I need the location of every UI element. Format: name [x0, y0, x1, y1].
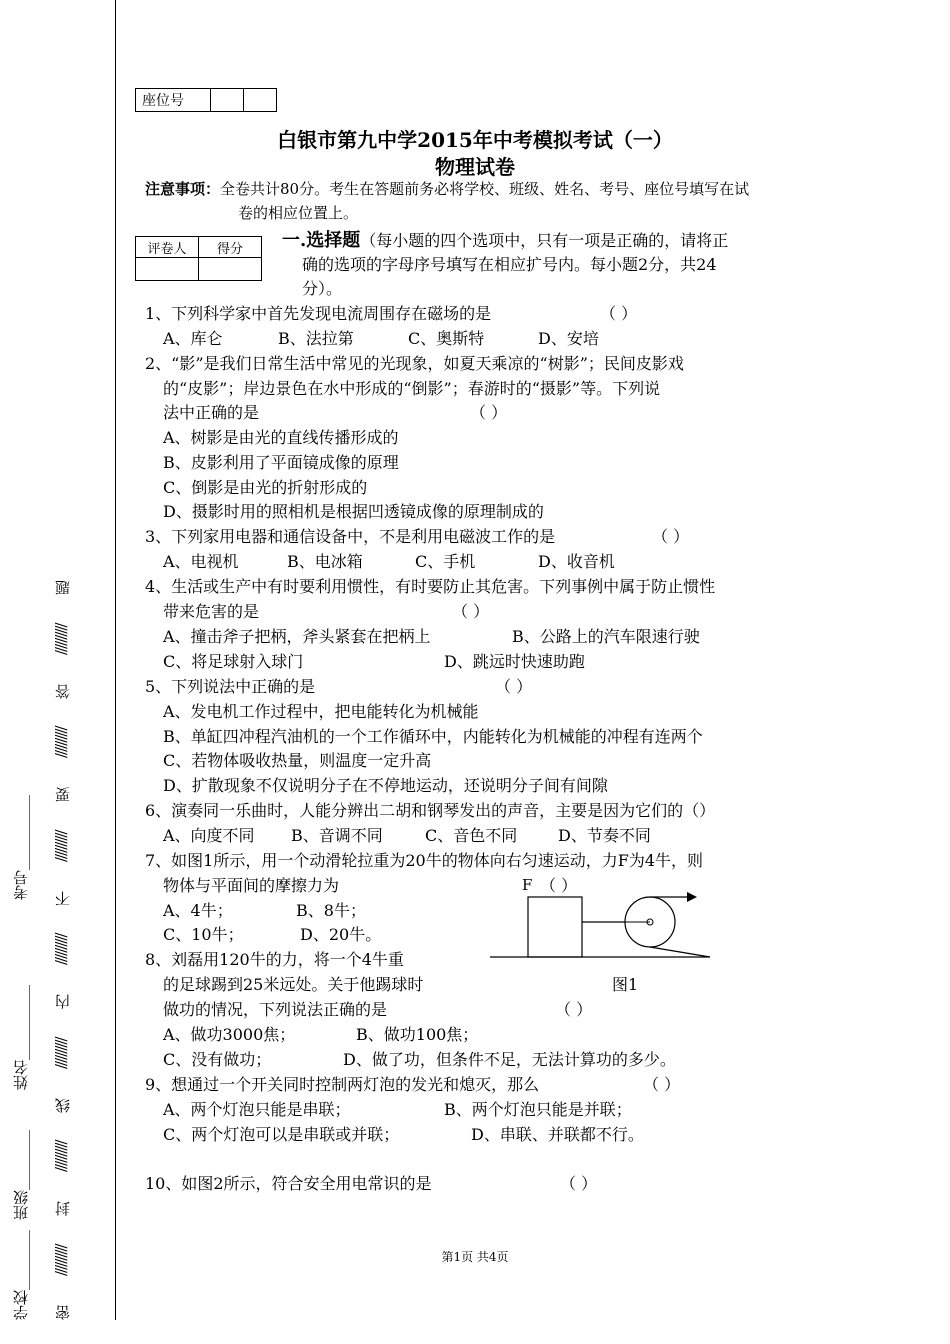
q9-option-a: A、两个灯泡只能是串联；	[163, 1100, 351, 1119]
q9-answer-blank[interactable]: （ ）	[643, 1075, 681, 1094]
q3-option-d: D、收音机	[538, 552, 615, 571]
q6-option-c: C、音色不同	[425, 826, 518, 845]
exam-number-field: 考号__________	[12, 795, 30, 900]
q9-stem: 9、想通过一个开关同时控制两灯泡的发光和熄灭，那么	[145, 1075, 540, 1094]
seal-char: 内	[54, 994, 72, 1010]
q7-option-a: A、4牛；	[163, 901, 233, 920]
seal-line	[52, 580, 73, 1320]
q10-answer-blank[interactable]: （ ）	[560, 1174, 598, 1193]
q2-option-a: A、树影是由光的直线传播形成的	[163, 428, 399, 447]
class-label: 班级	[12, 1190, 30, 1220]
q8-answer-blank[interactable]: （ ）	[555, 1000, 593, 1019]
seal-char: 线	[54, 1097, 72, 1113]
q4-option-c: C、将足球射入球门	[163, 652, 304, 671]
section1-desc-2: 确的选项的字母序号填写在相应扩号内。每小题2分，共24	[302, 255, 717, 274]
q8-option-a: A、做功3000焦；	[163, 1025, 296, 1044]
q7-answer-blank[interactable]: （ ）	[540, 876, 578, 895]
q6-option-a: A、向度不同	[163, 826, 255, 845]
q4-option-b: B、公路上的汽车限速行驶	[512, 627, 700, 646]
q9-option-b: B、两个灯泡只能是并联；	[444, 1100, 632, 1119]
q2-answer-blank[interactable]: （ ）	[470, 403, 508, 422]
q3-stem: 3、下列家用电器和通信设备中，不是利用电磁波工作的是	[145, 527, 556, 546]
seal-char: 封	[54, 1201, 72, 1217]
seat-number-cell[interactable]	[244, 89, 277, 112]
q6-option-b: B、音调不同	[291, 826, 383, 845]
seal-slashes: //////////	[52, 1038, 70, 1069]
q10-stem: 10、如图2所示，符合安全用电常识的是	[145, 1174, 432, 1193]
seat-number-box	[135, 88, 277, 112]
q2-option-d: D、摄影时用的照相机是根据凹透镜成像的原理制成的	[163, 502, 544, 521]
q3-option-c: C、手机	[415, 552, 476, 571]
q2-option-c: C、倒影是由光的折射形成的	[163, 478, 368, 497]
binding-margin	[0, 0, 116, 1320]
q1-option-a: A、库仑	[163, 329, 223, 348]
q5-stem: 5、下列说法中正确的是	[145, 677, 316, 696]
q8-stem-3: 做功的情况，下列说法正确的是	[163, 1000, 388, 1019]
q4-stem-1: 4、生活或生产中有时要利用惯性，有时要防止其危害。下列事例中属于防止惯性	[145, 577, 716, 596]
q6-option-d: D、节奏不同	[558, 826, 651, 845]
q4-answer-blank[interactable]: （ ）	[452, 602, 490, 621]
seal-char: 密	[54, 1305, 72, 1320]
school-field: 学校________	[12, 1230, 30, 1320]
notice-text: 全卷共计80分。考生在答题前务必将学校、班级、姓名、考号、座位号填写在试	[220, 180, 750, 198]
score-cell[interactable]	[199, 258, 262, 281]
q3-option-b: B、电冰箱	[287, 552, 363, 571]
section1-desc-3: 分）。	[302, 279, 343, 298]
q9-option-d: D、串联、并联都不行。	[471, 1125, 644, 1144]
figure-1-caption: 图1	[612, 975, 639, 994]
q3-option-a: A、电视机	[163, 552, 239, 571]
q9-option-c: C、两个灯泡可以是串联或并联；	[163, 1125, 400, 1144]
figure-1-pulley-diagram	[485, 872, 715, 964]
school-label: 学校	[12, 1290, 30, 1320]
q2-stem-3: 法中正确的是	[163, 403, 260, 422]
q2-option-b: B、皮影利用了平面镜成像的原理	[163, 453, 399, 472]
seal-slashes: //////////	[52, 934, 70, 966]
exam-title: 白银市第九中学2015年中考模拟考试（一）	[277, 128, 673, 152]
q5-answer-blank[interactable]: （ ）	[495, 677, 533, 696]
q2-stem-2: 的“皮影”；岸边景色在水中形成的“倒影”；春游时的“摄影”等。下列说	[163, 379, 661, 398]
q1-option-d: D、安培	[538, 329, 599, 348]
q1-stem: 1、下列科学家中首先发现电流周围存在磁场的是	[145, 304, 492, 323]
q8-option-b: B、做功100焦；	[356, 1025, 479, 1044]
name-field: 姓名__________	[12, 985, 30, 1090]
q7-option-b: B、8牛；	[296, 901, 366, 920]
notice-label: 注意事项：	[145, 180, 221, 198]
exam-number-label: 考号	[12, 870, 30, 900]
seal-slashes: //////////	[52, 624, 70, 655]
q7-stem-1: 7、如图1所示，用一个动滑轮拉重为20牛的物体向右匀速运动，力F为4牛，则	[145, 851, 704, 870]
class-field: 班级________	[12, 1130, 30, 1220]
q1-option-b: B、法拉第	[278, 329, 354, 348]
q8-stem-1: 8、刘磊用120牛的力，将一个4牛重	[145, 950, 404, 969]
seal-char: 题	[54, 580, 72, 596]
q7-option-d: D、20牛。	[300, 925, 382, 944]
force-arrow-icon	[687, 892, 697, 902]
q4-stem-2: 带来危害的是	[163, 602, 260, 621]
notice-line-2: 卷的相应位置上。	[238, 204, 359, 222]
q6-stem: 6、演奏同一乐曲时，人能分辨出二胡和钢琴发出的声音，主要是因为它们的（）	[145, 801, 716, 820]
q8-option-c: C、没有做功；	[163, 1050, 272, 1069]
block-object	[528, 897, 582, 957]
seal-char: 答	[54, 683, 72, 699]
q8-option-d: D、做了功，但条件不足，无法计算功的多少。	[343, 1050, 676, 1069]
section1-heading	[282, 226, 728, 252]
grader-score-table	[135, 236, 262, 281]
exam-subtitle: 物理试卷	[435, 155, 515, 179]
q1-answer-blank[interactable]: （ ）	[600, 304, 638, 323]
seal-slashes: //////////	[52, 1141, 70, 1173]
q4-option-a: A、撞击斧子把柄，斧头紧套在把柄上	[163, 627, 431, 646]
section1-title: 一.选择题	[282, 230, 361, 251]
q5-option-c: C、若物体吸收热量，则温度一定升高	[163, 751, 432, 770]
q5-option-d: D、扩散现象不仅说明分子在不停地运动，还说明分子间有间隙	[163, 776, 608, 795]
page-footer: 第1页 共4页	[441, 1250, 509, 1264]
force-label: F	[522, 876, 533, 894]
score-label: 得分	[199, 237, 262, 258]
name-label: 姓名	[12, 1060, 30, 1090]
seat-number-cell[interactable]	[211, 89, 244, 112]
q5-option-a: A、发电机工作过程中，把电能转化为机械能	[163, 702, 479, 721]
q2-stem-1: 2、“影”是我们日常生活中常见的光现象，如夏天乘凉的“树影”；民间皮影戏	[145, 354, 684, 373]
q8-stem-2: 的足球踢到25米远处。关于他踢球时	[163, 975, 424, 994]
notice-line-1	[145, 178, 749, 199]
q7-option-c: C、10牛；	[163, 925, 244, 944]
grader-label: 评卷人	[136, 237, 199, 258]
q1-option-c: C、奥斯特	[408, 329, 485, 348]
seat-number-label: 座位号	[136, 89, 211, 112]
q4-option-d: D、跳远时快速助跑	[444, 652, 585, 671]
seal-slashes: //////////	[52, 1245, 70, 1276]
rope-bottom	[650, 947, 710, 957]
seal-slashes: //////////	[52, 727, 70, 759]
seal-slashes: //////////	[52, 831, 70, 862]
section1-desc: （每小题的四个选项中，只有一项是正确的，请将正	[360, 231, 729, 250]
q7-stem-2: 物体与平面间的摩擦力为	[163, 876, 340, 895]
q3-answer-blank[interactable]: （ ）	[652, 527, 690, 546]
seal-char: 要	[54, 787, 72, 803]
q5-option-b: B、单缸四冲程汽油机的一个工作循环中，内能转化为机械能的冲程有连两个	[163, 727, 703, 746]
seal-char: 不	[54, 890, 72, 906]
grader-cell[interactable]	[136, 258, 199, 281]
